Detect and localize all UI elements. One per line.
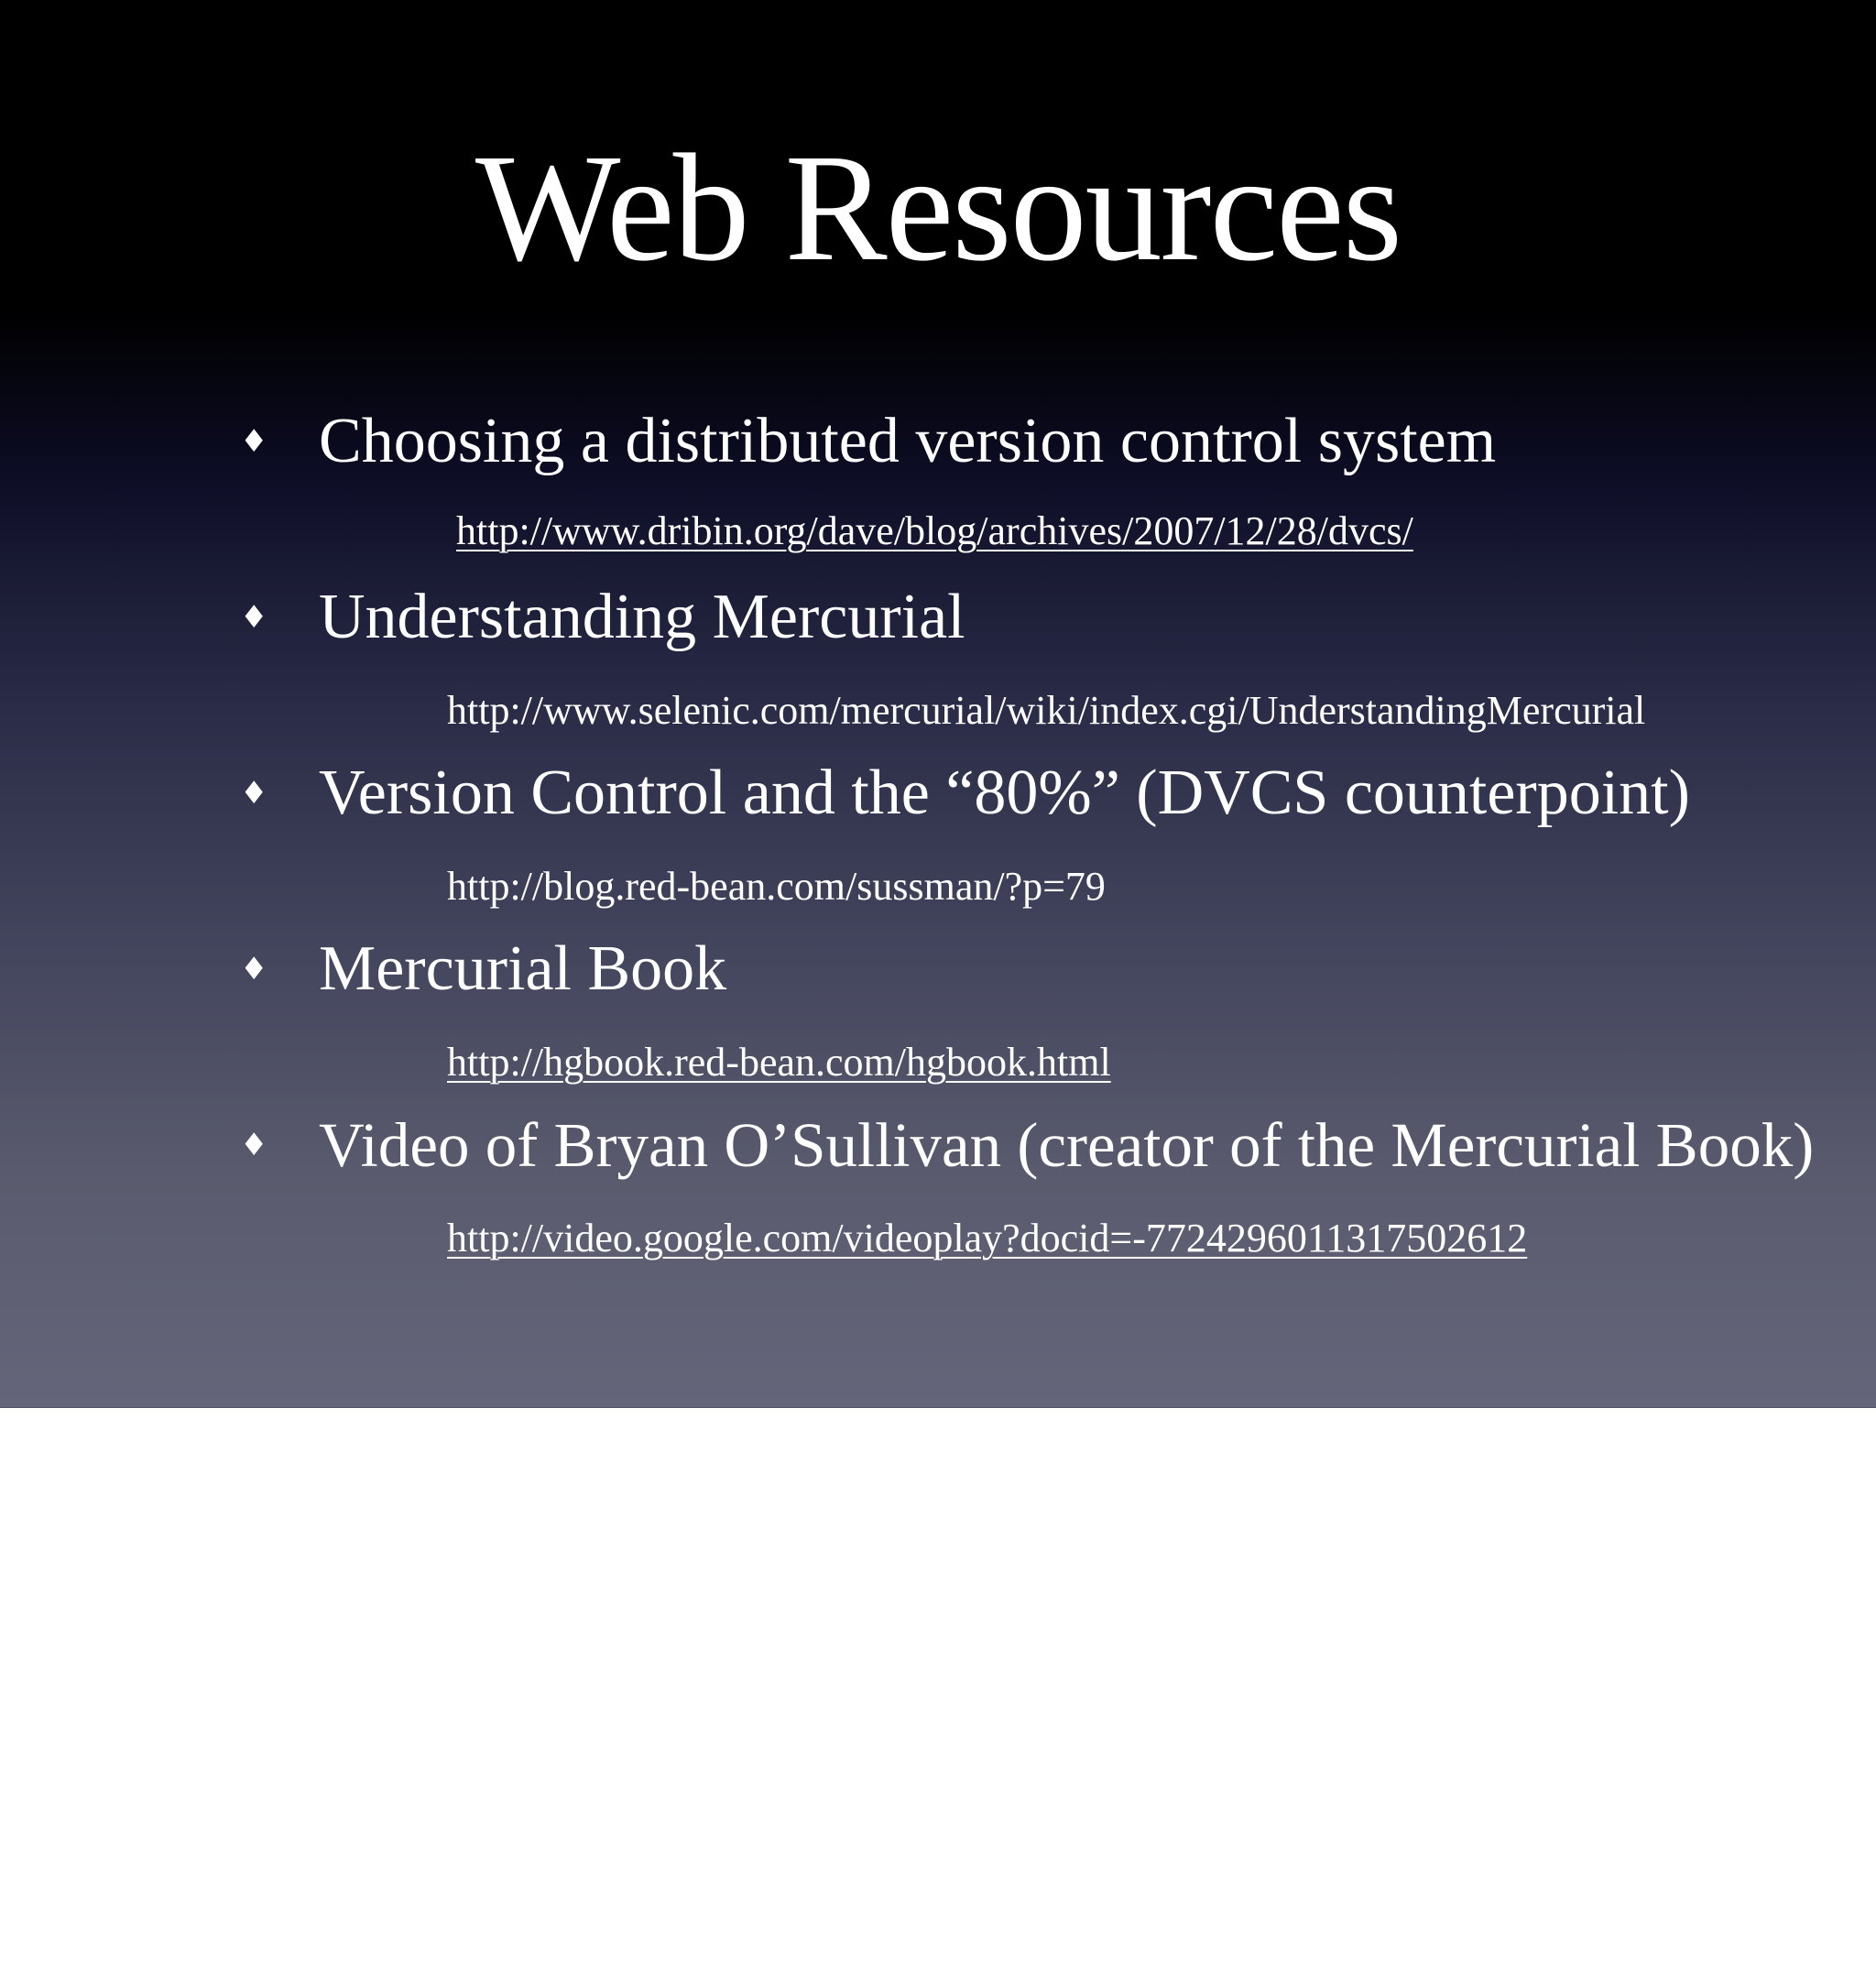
resource-link[interactable]: http://hgbook.red-bean.com/hgbook.html <box>447 1040 1111 1085</box>
slide-title: Web Resources <box>474 123 1402 293</box>
bullet-diamond-icon: ♦ <box>240 423 268 460</box>
resource-heading: Understanding Mercurial <box>319 582 965 652</box>
resource-heading: Version Control and the “80%” (DVCS counterpoint) <box>319 758 1690 828</box>
resource-link[interactable]: http://video.google.com/videoplay?docid=-7724296011317502612 <box>447 1216 1528 1260</box>
resource-link[interactable]: http://blog.red-bean.com/sussman/?p=79 <box>447 864 1106 909</box>
resource-link[interactable]: http://www.dribin.org/dave/blog/archives/2007/12/28/dvcs/ <box>456 508 1413 553</box>
bullet-diamond-icon: ♦ <box>240 599 268 636</box>
resource-heading: Mercurial Book <box>319 933 727 1004</box>
bullet-diamond-icon: ♦ <box>240 1127 268 1163</box>
resource-heading: Choosing a distributed version control system <box>319 406 1497 476</box>
bullet-diamond-icon: ♦ <box>240 951 268 987</box>
blank-area-below-slide <box>0 1408 1876 1964</box>
bullet-diamond-icon: ♦ <box>240 775 268 812</box>
resource-heading: Video of Bryan O’Sullivan (creator of the Mercurial Book) <box>319 1110 1815 1180</box>
resource-link[interactable]: http://www.selenic.com/mercurial/wiki/index.cgi/UnderstandingMercurial <box>447 688 1646 733</box>
